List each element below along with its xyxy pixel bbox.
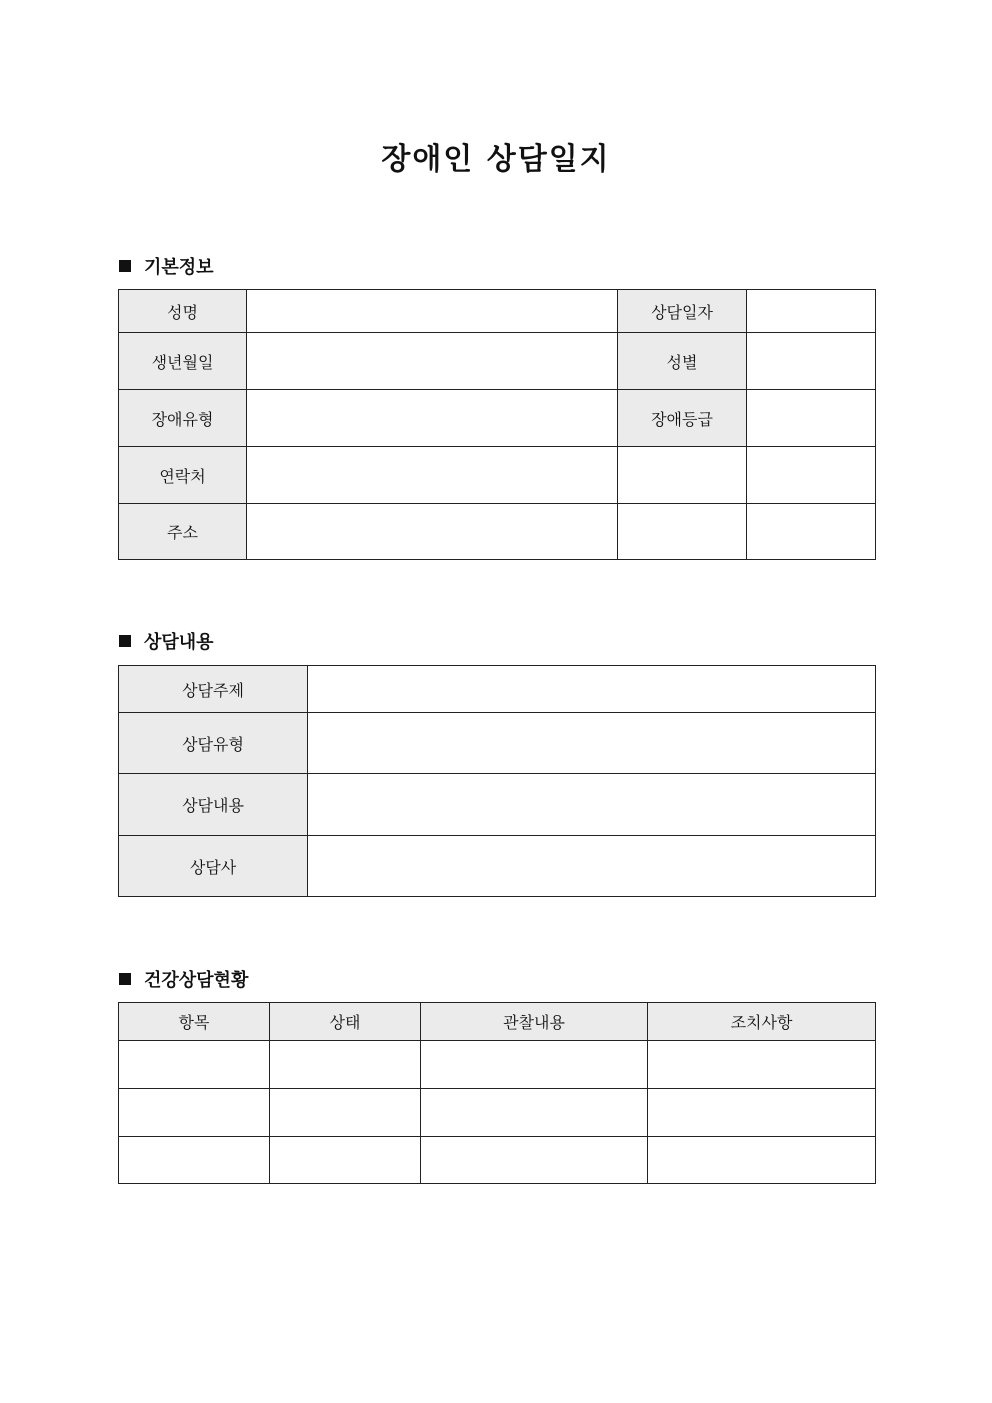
table-row	[119, 1041, 876, 1089]
column-header: 조치사항	[648, 1003, 876, 1041]
table-cell[interactable]	[270, 1137, 421, 1184]
table-cell[interactable]	[648, 1137, 876, 1184]
table-cell[interactable]	[270, 1041, 421, 1089]
section-heading-health	[119, 966, 248, 992]
table-cell[interactable]	[119, 1137, 270, 1184]
column-header: 관찰내용	[421, 1003, 648, 1041]
field-label: 연락처	[119, 447, 247, 504]
table-row	[119, 333, 876, 390]
counseling-content-field[interactable]	[308, 774, 876, 836]
birthdate-field[interactable]	[247, 333, 618, 390]
column-header: 상태	[270, 1003, 421, 1041]
field-label: 상담주제	[119, 666, 308, 713]
disability-type-field[interactable]	[247, 390, 618, 447]
table-row	[119, 447, 876, 504]
blank-cell[interactable]	[618, 504, 747, 560]
black-square-icon	[119, 635, 131, 647]
blank-cell[interactable]	[618, 447, 747, 504]
section-heading-counseling	[119, 628, 214, 654]
black-square-icon	[119, 973, 131, 985]
table-row	[119, 504, 876, 560]
blank-cell[interactable]	[747, 504, 876, 560]
counseling-date-field[interactable]	[747, 290, 876, 333]
table-cell[interactable]	[648, 1089, 876, 1137]
field-label: 성명	[119, 290, 247, 333]
field-label: 상담일자	[618, 290, 747, 333]
table-header-row	[119, 1003, 876, 1041]
blank-cell[interactable]	[747, 447, 876, 504]
counseling-topic-field[interactable]	[308, 666, 876, 713]
document-title: 장애인 상담일지	[381, 142, 611, 177]
black-square-icon	[119, 260, 131, 272]
section-title: 기본정보	[144, 257, 214, 278]
basic-info-table	[118, 289, 876, 560]
counseling-table	[118, 665, 876, 897]
section-title: 건강상담현황	[144, 970, 249, 991]
table-cell[interactable]	[119, 1089, 270, 1137]
field-label: 상담유형	[119, 713, 308, 774]
table-row	[119, 836, 876, 897]
table-row	[119, 774, 876, 836]
disability-grade-field[interactable]	[747, 390, 876, 447]
health-table	[118, 1002, 876, 1184]
table-row	[119, 1137, 876, 1184]
table-row	[119, 290, 876, 333]
table-cell[interactable]	[421, 1137, 648, 1184]
table-row	[119, 1089, 876, 1137]
counselor-field[interactable]	[308, 836, 876, 897]
table-row	[119, 713, 876, 774]
table-row	[119, 390, 876, 447]
gender-field[interactable]	[747, 333, 876, 390]
name-field[interactable]	[247, 290, 618, 333]
field-label: 생년월일	[119, 333, 247, 390]
counseling-type-field[interactable]	[308, 713, 876, 774]
table-cell[interactable]	[648, 1041, 876, 1089]
column-header: 항목	[119, 1003, 270, 1041]
section-heading-basic-info	[119, 253, 214, 279]
table-cell[interactable]	[421, 1041, 648, 1089]
contact-field[interactable]	[247, 447, 618, 504]
field-label: 상담사	[119, 836, 308, 897]
section-title: 상담내용	[144, 632, 214, 653]
address-field[interactable]	[247, 504, 618, 560]
field-label: 장애유형	[119, 390, 247, 447]
field-label: 성별	[618, 333, 747, 390]
table-cell[interactable]	[421, 1089, 648, 1137]
table-row	[119, 666, 876, 713]
table-cell[interactable]	[119, 1041, 270, 1089]
field-label: 상담내용	[119, 774, 308, 836]
field-label: 주소	[119, 504, 247, 560]
field-label: 장애등급	[618, 390, 747, 447]
table-cell[interactable]	[270, 1089, 421, 1137]
